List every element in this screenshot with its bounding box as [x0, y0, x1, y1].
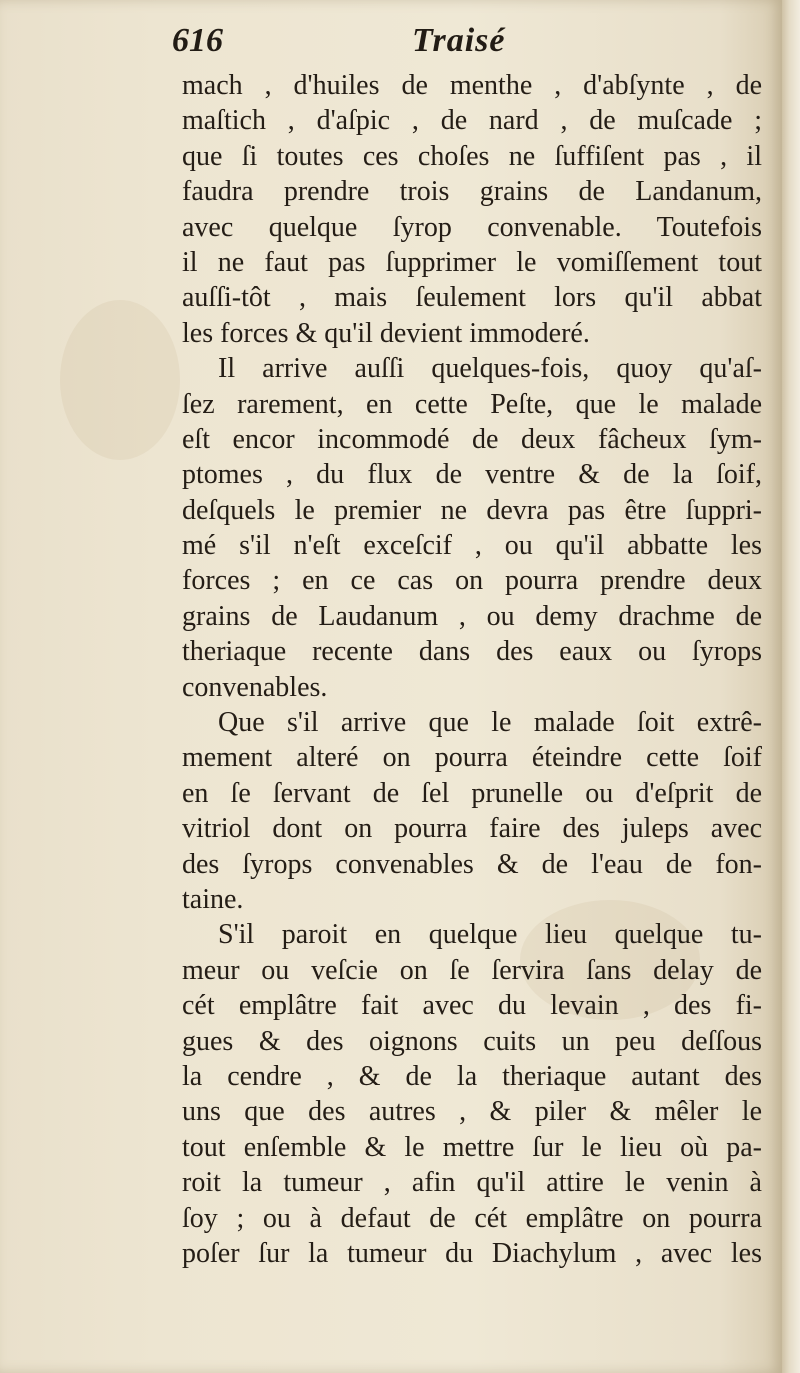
text-line: ptomes , du flux de ventre & de la ſoif,: [182, 459, 762, 491]
text-line: mé s'il n'eſt exceſcif , ou qu'il abbatte les: [182, 530, 762, 562]
text-line: uns que des autres , & piler & mêler le: [182, 1096, 762, 1128]
text-line: roit la tumeur , afin qu'il attire le venin à: [182, 1167, 762, 1199]
text-line: deſquels le premier ne devra pas être ſuppri-: [182, 494, 762, 526]
text-line: convenables.: [182, 671, 328, 703]
text-line: eſt encor incommodé de deux fâcheux ſym-: [182, 423, 762, 455]
text-line: grains de Laudanum , ou demy drachme de: [182, 600, 762, 632]
text-line: meur ou veſcie on ſe ſervira ſans delay de: [182, 954, 762, 986]
page-header: [172, 22, 762, 70]
text-line: ſez rarement, en cette Peſte, que le malade: [182, 388, 762, 420]
text-line: les forces & qu'il devient immoderé.: [182, 317, 590, 349]
body-text: [182, 68, 762, 1271]
text-line: taine.: [182, 883, 244, 915]
text-line: tout enſemble & le mettre ſur le lieu où pa-: [182, 1131, 762, 1163]
paper-stain: [60, 300, 180, 460]
paragraph-start-line: Que s'il arrive que le malade ſoit extrê-: [218, 707, 762, 739]
text-line: gues & des oignons cuits un peu deſſous: [182, 1025, 762, 1057]
text-line: avec quelque ſyrop convenable. Toutefois: [182, 211, 762, 243]
text-line: la cendre , & de la theriaque autant des: [182, 1060, 762, 1092]
page-edge: [782, 0, 800, 1373]
text-line: que ſi toutes ces choſes ne ſuffiſent pas , il: [182, 140, 762, 172]
text-line: il ne faut pas ſupprimer le vomiſſement tout: [182, 246, 762, 278]
text-line: maſtich , d'aſpic , de nard , de muſcade ;: [182, 105, 762, 137]
text-line: poſer ſur la tumeur du Diachylum , avec les: [182, 1237, 762, 1269]
paragraph-start-line: S'il paroit en quelque lieu quelque tu-: [218, 919, 762, 951]
text-line: mach , d'huiles de menthe , d'abſynte , de: [182, 70, 762, 101]
text-line: forces ; en ce cas on pourra prendre deux: [182, 565, 762, 597]
text-line: en ſe ſervant de ſel prunelle ou d'eſprit de: [182, 777, 762, 809]
page-number: 616: [172, 22, 223, 59]
text-line: vitriol dont on pourra faire des juleps avec: [182, 813, 762, 845]
running-head: Traisé: [412, 22, 506, 59]
text-line: cét emplâtre fait avec du levain , des fi-: [182, 990, 762, 1022]
text-line: des ſyrops convenables & de l'eau de fon-: [182, 848, 762, 880]
text-line: ſoy ; ou à defaut de cét emplâtre on pourra: [182, 1202, 762, 1234]
paragraph-start-line: Il arrive auſſi quelques-fois, quoy qu'aſ-: [218, 353, 762, 385]
text-line: auſſi-tôt , mais ſeulement lors qu'il abbat: [182, 282, 762, 314]
text-line: mement alteré on pourra éteindre cette ſoif: [182, 742, 762, 774]
text-line: faudra prendre trois grains de Landanum,: [182, 176, 762, 208]
text-line: theriaque recente dans des eaux ou ſyrops: [182, 636, 762, 668]
